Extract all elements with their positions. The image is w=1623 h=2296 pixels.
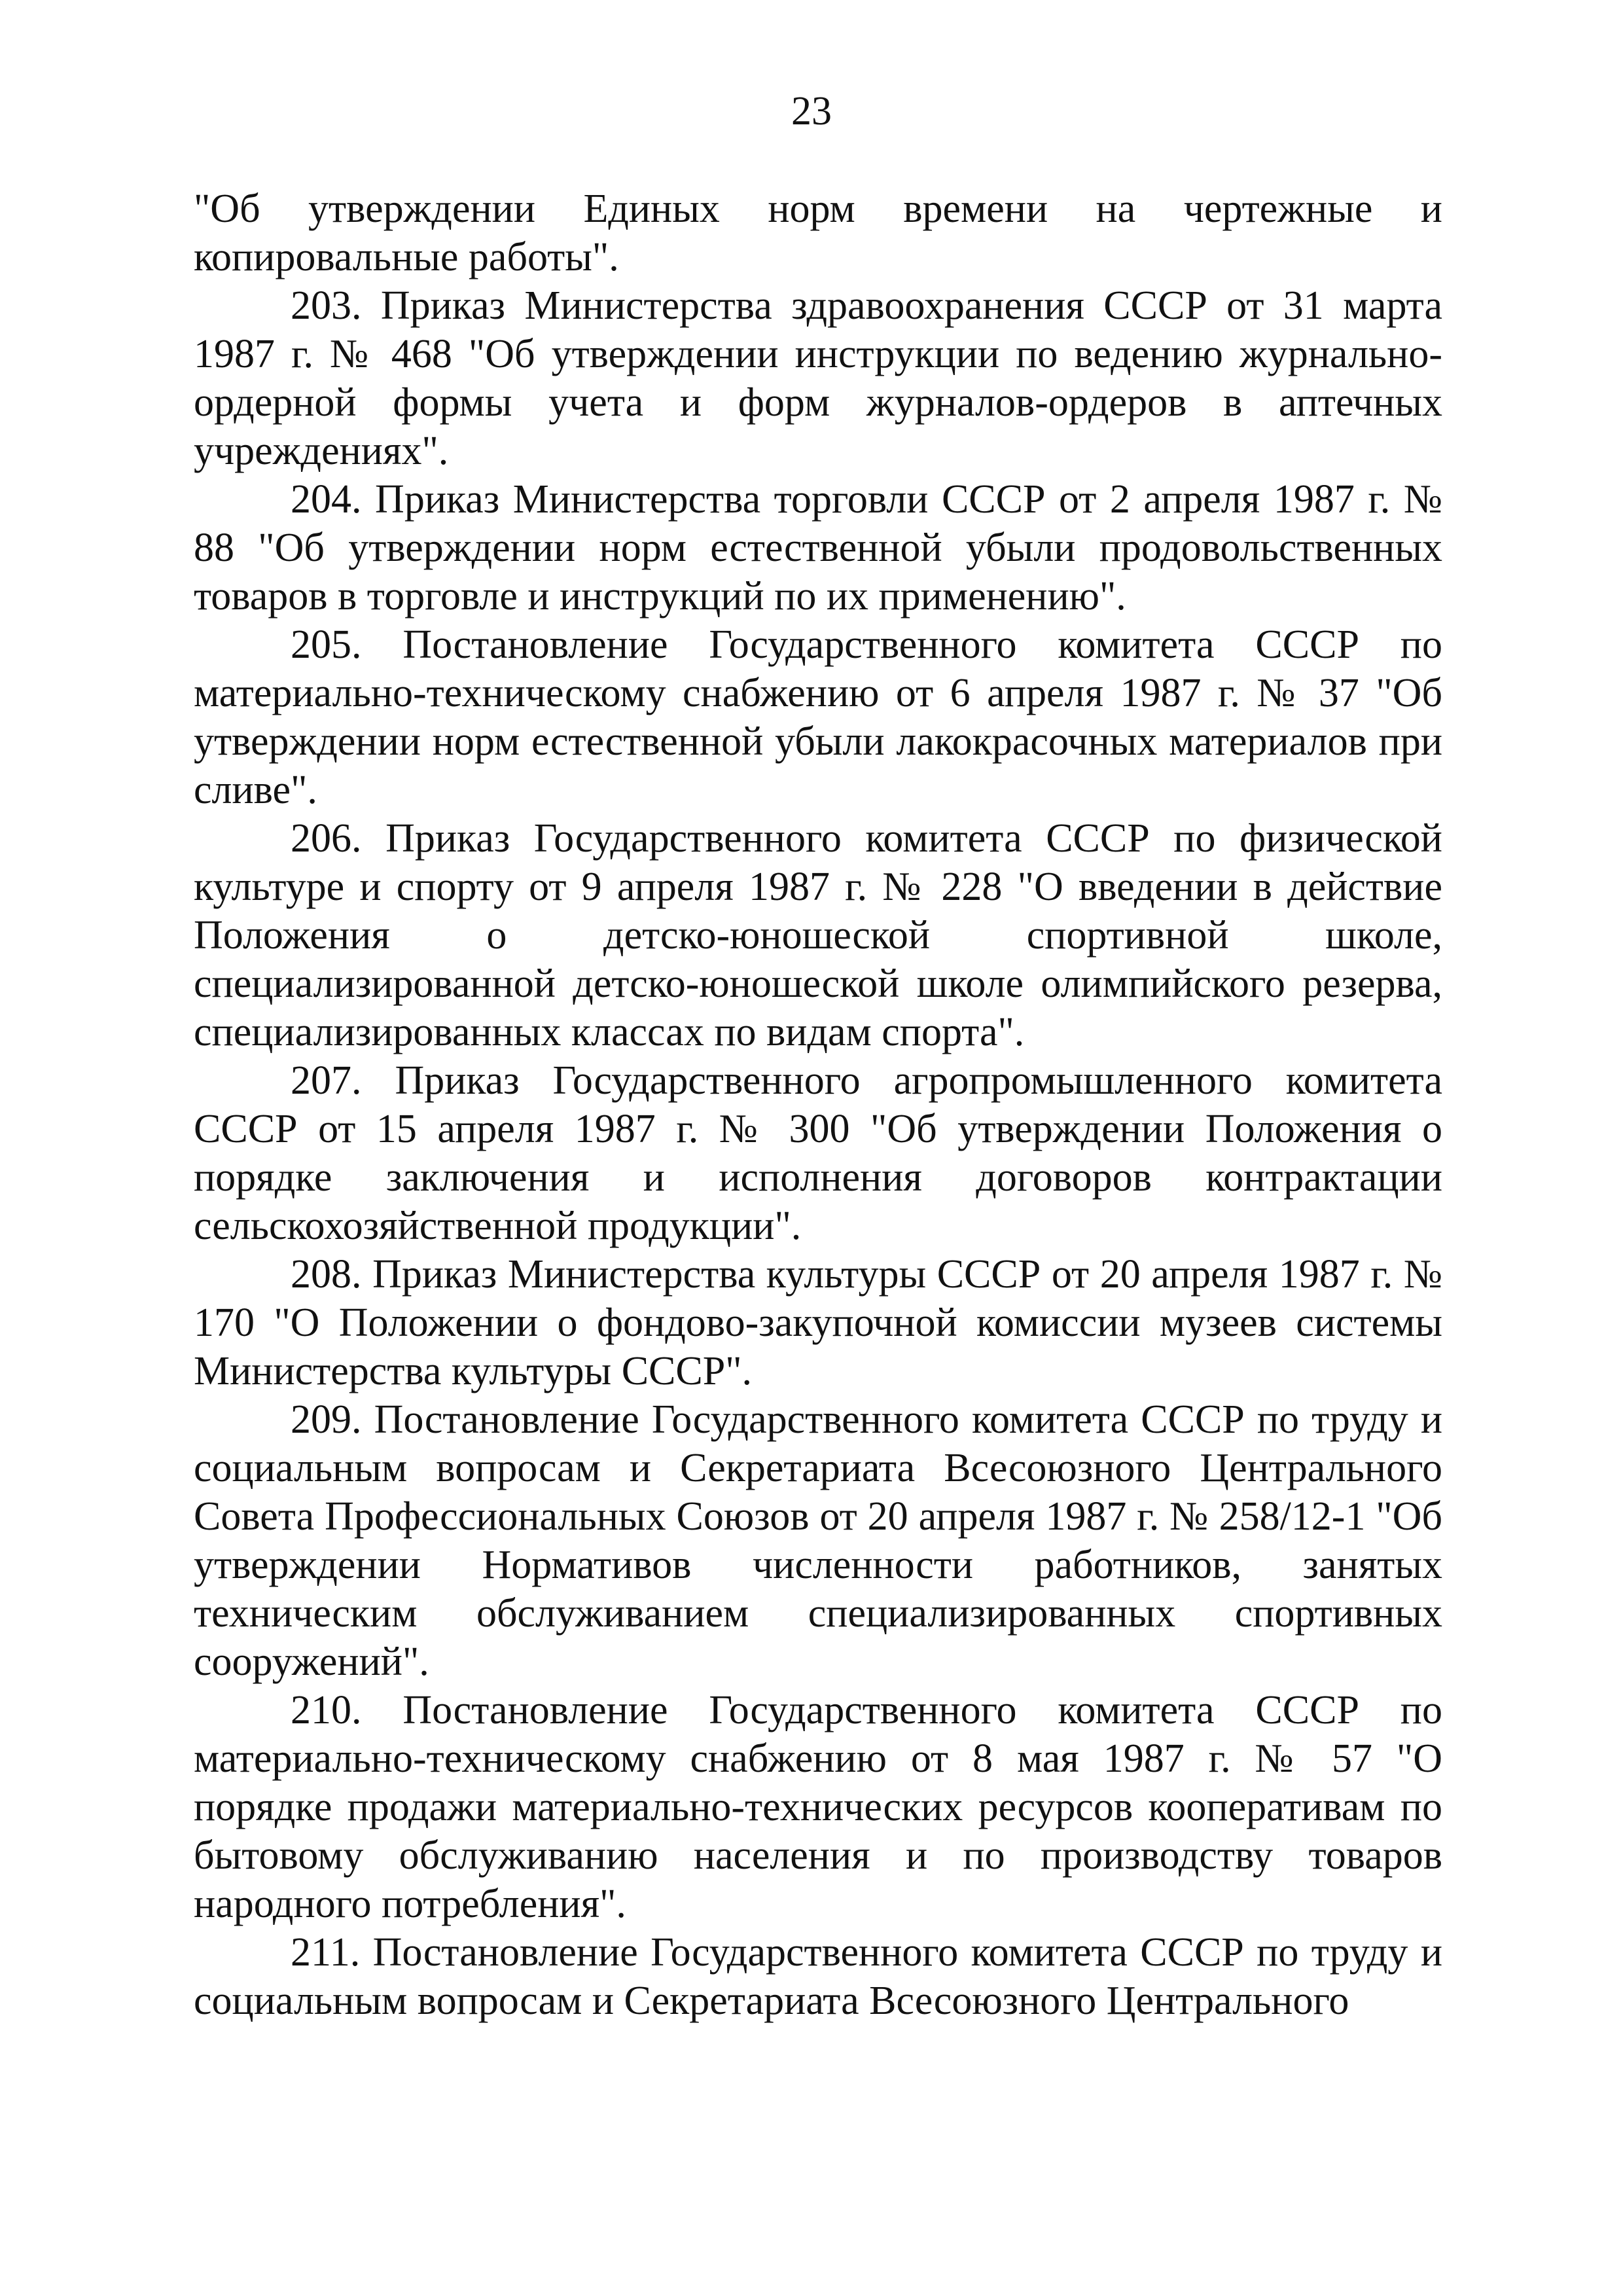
paragraph-item-203: 203. Приказ Министерства здравоохранения СССР от 31 марта 1987 г. № 468 "Об утверждении инструкции по ведению журнально-ордерной формы учета и форм журналов-ордеров в аптечных учреждениях". — [194, 283, 1442, 473]
paragraph-continuation: "Об утверждении Единых норм времени на чертежные и копировальные работы". — [194, 187, 1442, 279]
paragraph-item-209: 209. Постановление Государственного комитета СССР по труду и социальным вопросам и Секретариата Всесоюзного Центрального Совета Профессиональных Союзов от 20 апреля 1987 г. № 258/12-1 "Об утверждении Нормативов численности работников, занятых техническим обслуживанием специализированных спортивных сооружений". — [194, 1397, 1442, 1684]
paragraph-item-205: 205. Постановление Государственного комитета СССР по материально-техническому снабжению от 6 апреля 1987 г. № 37 "Об утверждении норм естественной убыли лакокрасочных материалов при сливе". — [194, 622, 1442, 812]
paragraph-item-210: 210. Постановление Государственного комитета СССР по материально-техническому снабжению от 8 мая 1987 г. № 57 "О порядке продажи материально-технических ресурсов кооперативам по бытовому обслуживанию населения и по производству товаров народного потребления". — [194, 1688, 1442, 1926]
paragraph-item-211: 211. Постановление Государственного комитета СССР по труду и социальным вопросам и Секретариата Всесоюзного Центрального — [194, 1930, 1442, 2023]
paragraph-item-204: 204. Приказ Министерства торговли СССР от 2 апреля 1987 г. № 88 "Об утверждении норм естественной убыли продовольственных товаров в торговле и инструкций по их применению". — [194, 477, 1442, 619]
page-number: 23 — [791, 89, 832, 134]
paragraph-item-208: 208. Приказ Министерства культуры СССР от 20 апреля 1987 г. № 170 "О Положении о фондово-закупочной комиссии музеев системы Министерства культуры СССР". — [194, 1252, 1442, 1393]
paragraph-item-206: 206. Приказ Государственного комитета СССР по физической культуре и спорту от 9 апреля 1987 г. № 228 "О введении в действие Положения о детско-юношеской спортивной школе, специализированной детско-юношеской школе олимпийского резерва, специализированных классах по видам спорта". — [194, 816, 1442, 1054]
paragraph-item-207: 207. Приказ Государственного агропромышленного комитета СССР от 15 апреля 1987 г. № 300 "Об утверждении Положения о порядке заключения и исполнения договоров контрактации сельскохозяйственной продукции". — [194, 1058, 1442, 1248]
document-body — [194, 185, 1442, 2025]
